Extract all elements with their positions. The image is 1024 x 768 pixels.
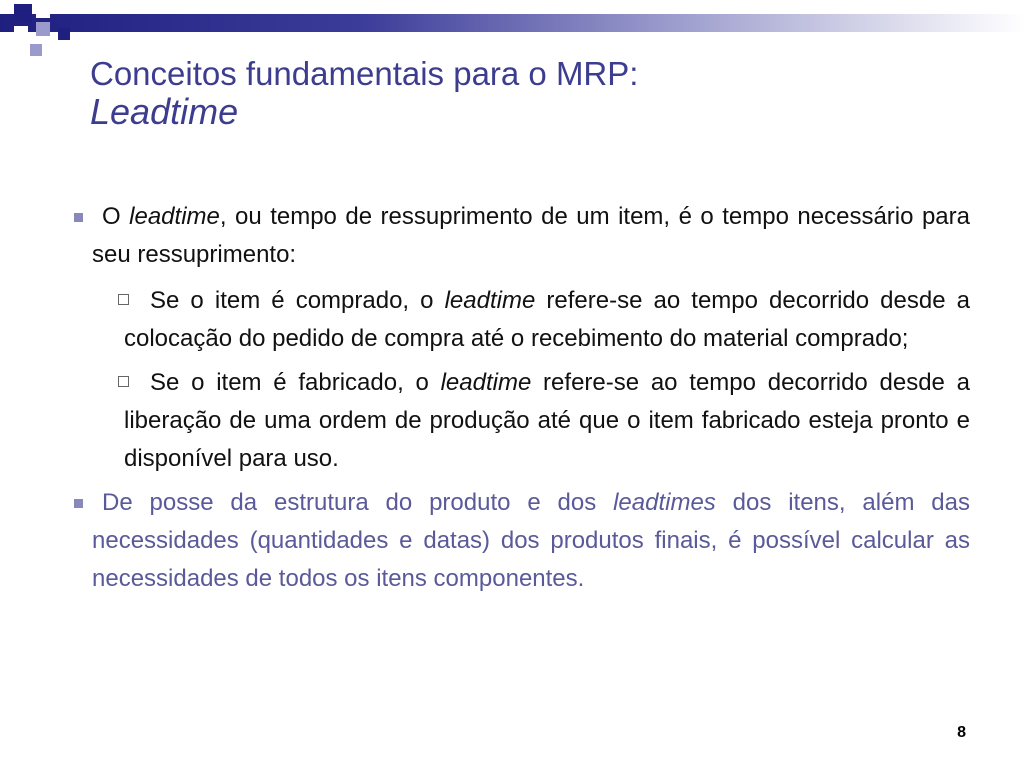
decor-square <box>36 4 50 18</box>
sub-bullet-emphasis: leadtime <box>444 287 536 314</box>
sub-bullet-text: refere-se ao tempo decorrido desde a colocação do pedido de compra até o recebimento do material comprado; <box>124 287 971 352</box>
sub-bullet-item <box>70 282 970 358</box>
sub-bullet-text: Se o item é fabricado, o <box>150 369 441 396</box>
square-bullet-icon <box>74 213 83 222</box>
bullet-text: O <box>102 203 130 230</box>
title-text: Conceitos fundamentais para o MRP: <box>90 55 639 92</box>
bullet-item <box>70 198 970 274</box>
sub-bullet-text: Se o item é comprado, o <box>150 287 445 314</box>
bullet-emphasis: leadtime <box>129 203 220 230</box>
hollow-square-bullet-icon <box>118 376 129 387</box>
hollow-square-bullet-icon <box>118 294 129 305</box>
decor-square <box>30 44 42 56</box>
sub-bullet-item <box>70 364 970 478</box>
bullet-text: dos itens, além das necessidades (quantidades e datas) dos produtos finais, é possível calcular as necessidades de todos os itens componentes. <box>92 489 970 592</box>
decor-square <box>58 28 70 40</box>
decor-square <box>14 26 28 40</box>
bullet-emphasis: leadtimes <box>613 489 716 516</box>
decor-square <box>54 0 66 12</box>
slide-title <box>90 56 990 132</box>
slide-body <box>70 198 970 606</box>
subtitle-text: Leadtime <box>90 91 239 132</box>
bullet-text: De posse da estrutura do produto e dos <box>102 489 614 516</box>
bullet-text: , ou tempo de ressuprimento de um item, é o tempo necessário para seu ressuprimento: <box>92 203 970 268</box>
square-bullet-icon <box>74 499 83 508</box>
bullet-item <box>70 484 970 598</box>
decor-square <box>14 4 32 22</box>
decor-square <box>36 22 50 36</box>
page-number: 8 <box>957 724 966 741</box>
title-band <box>0 14 1024 32</box>
sub-bullet-text: refere-se ao tempo decorrido desde a liberação de uma ordem de produção até que o item fabricado esteja pronto e disponível para uso. <box>124 369 970 472</box>
sub-bullet-emphasis: leadtime <box>440 369 532 396</box>
